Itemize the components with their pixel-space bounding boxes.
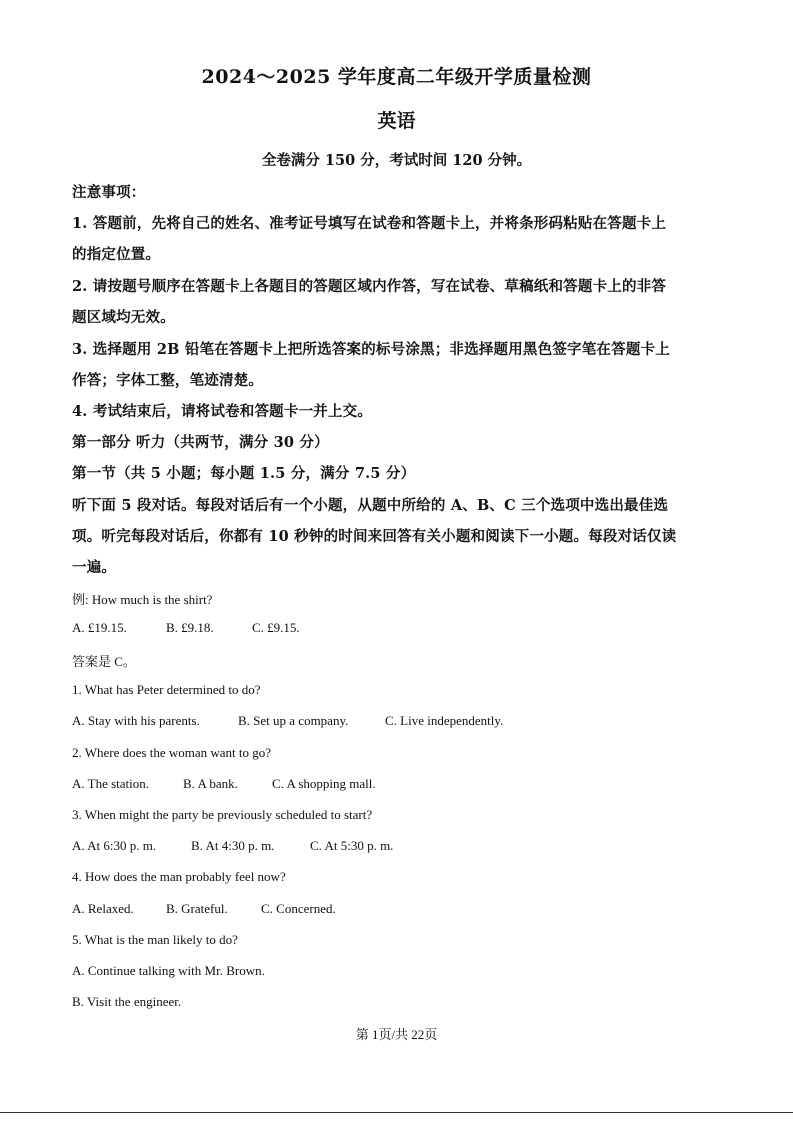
note-3-line1: 3. 选择题用 2B 铅笔在答题卡上把所选答案的标号涂黑；非选择题用黑色签字笔在答题卡上 bbox=[72, 341, 670, 358]
note-1-line2: 的指定位置。 bbox=[72, 246, 161, 263]
exam-title: 2024～2025 学年度高二年级开学质量检测 bbox=[201, 66, 592, 88]
q4-option-c: C. Concerned. bbox=[261, 901, 336, 916]
q2-option-b: B. A bank. bbox=[183, 776, 238, 791]
example-option-b: B. £9.18. bbox=[166, 620, 214, 635]
example-option-a: A. £19.15. bbox=[72, 620, 127, 635]
q2-option-c: C. A shopping mall. bbox=[272, 776, 376, 791]
q5-option-b: B. Visit the engineer. bbox=[72, 994, 182, 1009]
q4-option-a: A. Relaxed. bbox=[72, 901, 134, 916]
page-bottom-divider bbox=[0, 1112, 793, 1113]
question-1-options bbox=[72, 713, 503, 729]
instructions-line-1: 听下面 5 段对话。每段对话后有一个小题，从题中所给的 A、B、C 三个选项中选出最佳选 bbox=[72, 497, 669, 514]
question-3-options bbox=[72, 838, 393, 854]
notes-heading: 注意事项： bbox=[72, 184, 146, 201]
question-4: 4. How does the man probably feel now? bbox=[72, 869, 286, 884]
note-1-line1: 1. 答题前，先将自己的姓名、准考证号填写在试卷和答题卡上，并将条形码粘贴在答题卡上 bbox=[72, 215, 667, 232]
example-option-c: C. £9.15. bbox=[252, 620, 300, 635]
part-title: 第一部分 听力（共两节，满分 30 分） bbox=[72, 434, 329, 451]
section-title: 第一节（共 5 小题；每小题 1.5 分，满分 7.5 分） bbox=[72, 465, 416, 482]
example-question: 例: How much is the shirt? bbox=[72, 592, 213, 607]
q3-option-c: C. At 5:30 p. m. bbox=[310, 838, 394, 853]
example-answer: 答案是 C。 bbox=[72, 654, 136, 669]
q3-option-a: A. At 6:30 p. m. bbox=[72, 838, 157, 853]
q4-option-b: B. Grateful. bbox=[166, 901, 228, 916]
page-number: 第 1页/共 22页 bbox=[355, 1027, 438, 1042]
question-3: 3. When might the party be previously scheduled to start? bbox=[72, 807, 373, 822]
instructions-line-2: 项。听完每段对话后，你都有 10 秒钟的时间来回答有关小题和阅读下一小题。每段对话仅读 bbox=[72, 528, 677, 545]
q2-option-a: A. The station. bbox=[72, 776, 150, 791]
note-3-line2: 作答；字体工整，笔迹清楚。 bbox=[72, 372, 264, 389]
q1-option-a: A. Stay with his parents. bbox=[72, 713, 200, 728]
score-info: 全卷满分 150 分，考试时间 120 分钟。 bbox=[261, 152, 532, 169]
q1-option-b: B. Set up a company. bbox=[238, 713, 349, 728]
question-1: 1. What has Peter determined to do? bbox=[72, 682, 261, 697]
note-4-line1: 4. 考试结束后，请将试卷和答题卡一并上交。 bbox=[72, 403, 373, 420]
question-5: 5. What is the man likely to do? bbox=[72, 932, 238, 947]
note-2-line1: 2. 请按题号顺序在答题卡上各题目的答题区域内作答，写在试卷、草稿纸和答题卡上的非答 bbox=[72, 278, 667, 295]
question-4-options bbox=[72, 901, 336, 917]
example-options bbox=[72, 620, 300, 636]
question-2: 2. Where does the woman want to go? bbox=[72, 745, 272, 760]
instructions-line-3: 一遍。 bbox=[72, 559, 117, 576]
q5-option-a: A. Continue talking with Mr. Brown. bbox=[72, 963, 265, 978]
question-2-options bbox=[72, 776, 376, 792]
q1-option-c: C. Live independently. bbox=[385, 713, 504, 728]
note-2-line2: 题区域均无效。 bbox=[72, 309, 175, 326]
subject-title: 英语 bbox=[377, 110, 416, 132]
q3-option-b: B. At 4:30 p. m. bbox=[191, 838, 275, 853]
